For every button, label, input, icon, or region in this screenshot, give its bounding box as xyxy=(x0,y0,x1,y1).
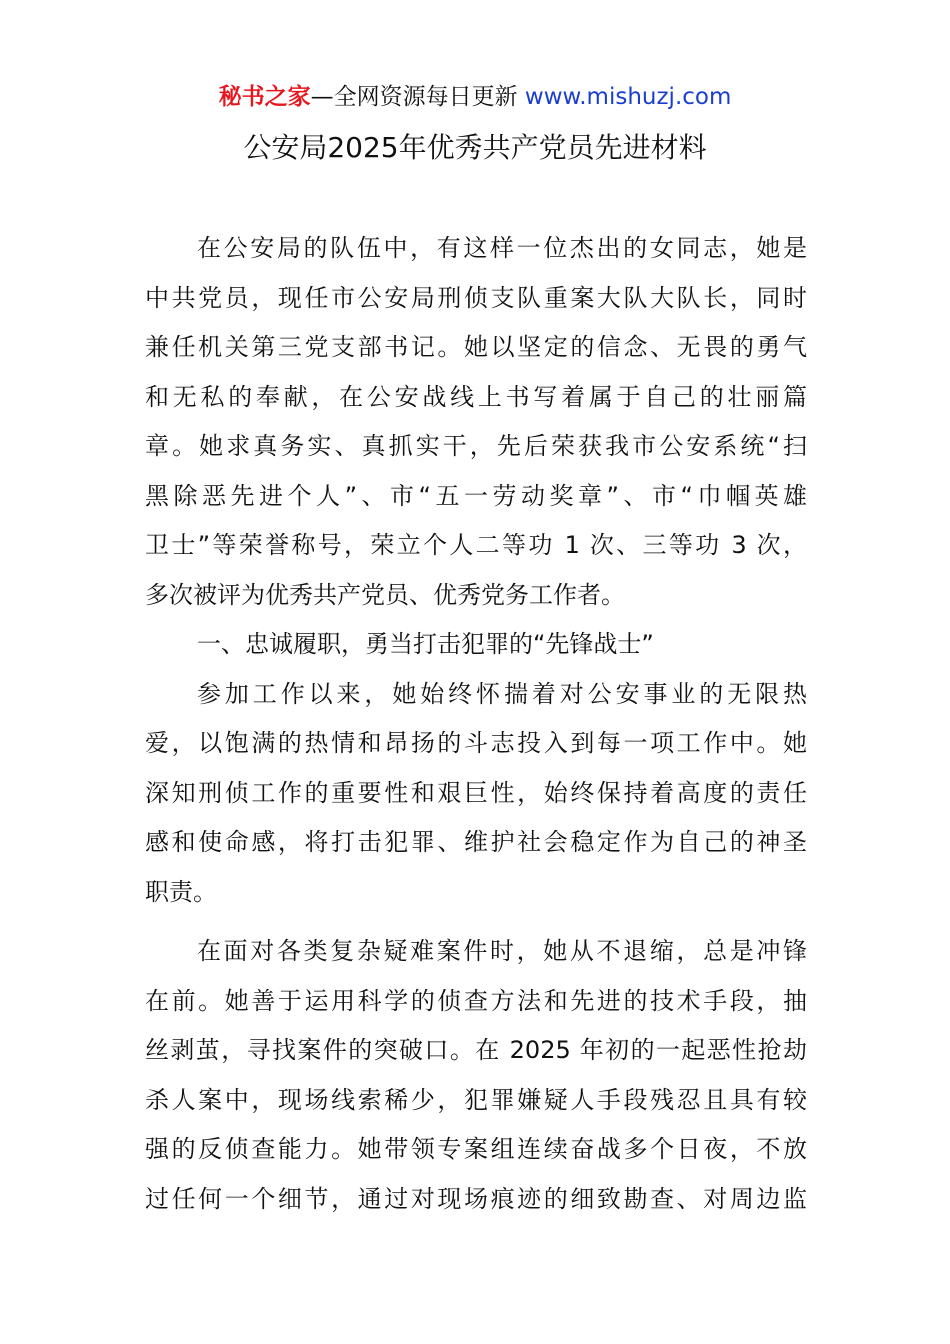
paragraph-cases xyxy=(145,927,807,1224)
text-line: 丝剥茧，寻找案件的突破口。在 2025 年初的一起恶性抢劫 xyxy=(145,1036,807,1064)
text-line: 在面对各类复杂疑难案件时，她从不退缩，总是冲锋 xyxy=(197,937,807,965)
text-line: 过任何一个细节，通过对现场痕迹的细致勘查、对周边监 xyxy=(145,1184,807,1213)
paragraph-duty xyxy=(145,670,807,918)
paragraph-gap xyxy=(145,917,807,927)
site-brand: 秘书之家 xyxy=(218,84,311,110)
text-line: 中共党员，现任市公安局刑侦支队重案大队大队长，同时 xyxy=(145,283,807,312)
site-url-link[interactable]: www.mishuzj.com xyxy=(524,84,732,110)
text-line: 感和使命感，将打击犯罪、维护社会稳定作为自己的神圣 xyxy=(145,828,807,856)
paragraph-intro xyxy=(145,224,807,620)
text-line: 在前。她善于运用科学的侦查方法和先进的技术手段，抽 xyxy=(145,986,807,1015)
text-line: 多次被评为优秀共产党员、优秀党务工作者。 xyxy=(145,580,625,609)
text-line: 参加工作以来，她始终怀揣着对公安事业的无限热 xyxy=(197,679,807,708)
text-line: 爱，以饱满的热情和昂扬的斗志投入到每一项工作中。她 xyxy=(145,729,807,757)
text-line: 强的反侦查能力。她带领专案组连续奋战多个日夜，不放 xyxy=(145,1135,807,1163)
text-line: 和无私的奉献，在公安战线上书写着属于自己的壮丽篇 xyxy=(145,382,807,411)
text-line: 黑除恶先进个人”、市“五一劳动奖章”、市“巾帼英雄 xyxy=(145,481,807,510)
text-line: 深知刑侦工作的重要性和艰巨性，始终保持着高度的责任 xyxy=(145,778,807,807)
document-body xyxy=(145,224,807,1224)
text-line: 卫士”等荣誉称号，荣立个人二等功 1 次、三等功 3 次， xyxy=(145,531,807,559)
text-line: 章。她求真务实、真抓实干，先后荣获我市公安系统“扫 xyxy=(145,432,807,460)
site-tagline: —全网资源每日更新 xyxy=(310,84,518,110)
site-header xyxy=(0,80,950,114)
text-line: 在公安局的队伍中，有这样一位杰出的女同志，她是 xyxy=(197,234,807,262)
section-heading: 一、忠诚履职，勇当打击犯罪的“先锋战士” xyxy=(197,630,654,658)
text-line: 兼任机关第三党支部书记。她以坚定的信念、无畏的勇气 xyxy=(145,333,807,361)
document-title: 公安局2025年优秀共产党员先进材料 xyxy=(243,131,707,164)
text-line: 职责。 xyxy=(145,877,217,906)
text-line: 杀人案中，现场线索稀少，犯罪嫌疑人手段残忍且具有较 xyxy=(145,1085,807,1114)
